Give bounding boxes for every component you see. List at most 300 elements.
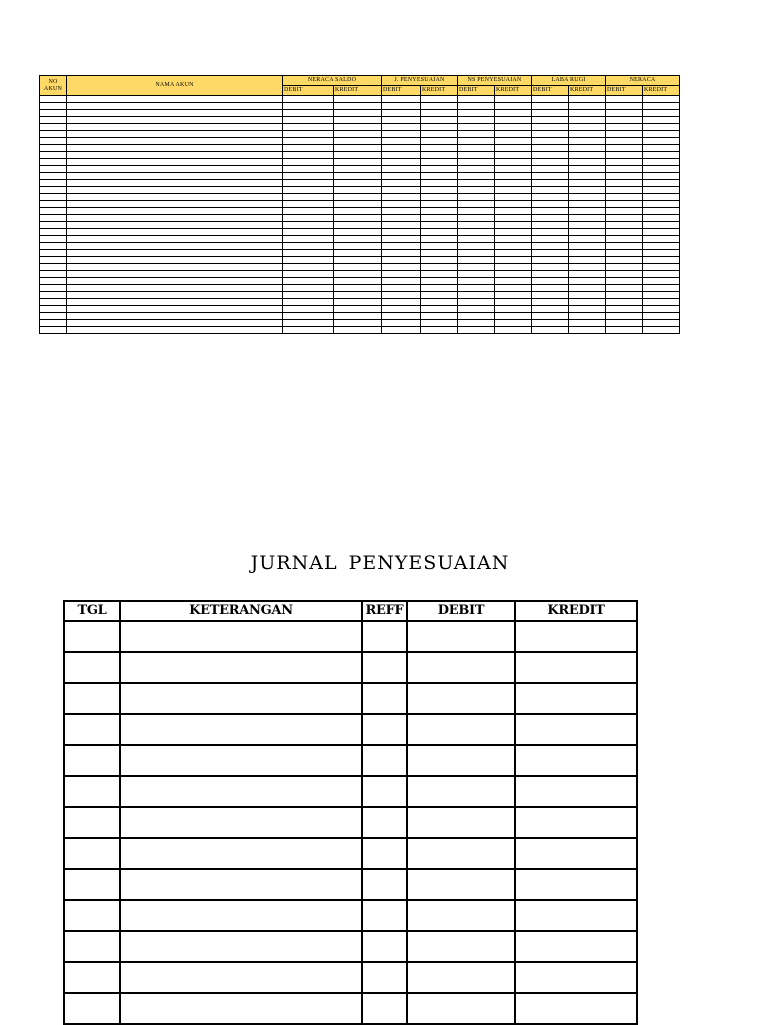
worksheet-cell[interactable] <box>643 285 680 292</box>
worksheet-cell[interactable] <box>67 313 283 320</box>
worksheet-cell[interactable] <box>382 292 421 299</box>
jurnal-cell[interactable] <box>407 807 515 838</box>
worksheet-cell[interactable] <box>334 257 382 264</box>
worksheet-cell[interactable] <box>643 166 680 173</box>
worksheet-cell[interactable] <box>569 152 606 159</box>
worksheet-cell[interactable] <box>283 138 334 145</box>
jurnal-cell[interactable] <box>120 776 362 807</box>
worksheet-cell[interactable] <box>67 201 283 208</box>
worksheet-cell[interactable] <box>283 166 334 173</box>
worksheet-cell[interactable] <box>67 208 283 215</box>
worksheet-cell[interactable] <box>495 222 532 229</box>
worksheet-cell[interactable] <box>569 222 606 229</box>
worksheet-cell[interactable] <box>334 292 382 299</box>
worksheet-cell[interactable] <box>643 159 680 166</box>
worksheet-cell[interactable] <box>40 299 67 306</box>
jurnal-cell[interactable] <box>515 807 637 838</box>
worksheet-cell[interactable] <box>569 96 606 103</box>
worksheet-cell[interactable] <box>495 236 532 243</box>
worksheet-cell[interactable] <box>283 313 334 320</box>
worksheet-cell[interactable] <box>606 215 643 222</box>
worksheet-cell[interactable] <box>283 187 334 194</box>
worksheet-cell[interactable] <box>532 264 569 271</box>
worksheet-cell[interactable] <box>40 264 67 271</box>
worksheet-cell[interactable] <box>40 250 67 257</box>
worksheet-cell[interactable] <box>643 103 680 110</box>
worksheet-cell[interactable] <box>382 306 421 313</box>
worksheet-cell[interactable] <box>532 180 569 187</box>
worksheet-cell[interactable] <box>67 180 283 187</box>
worksheet-cell[interactable] <box>40 152 67 159</box>
worksheet-cell[interactable] <box>458 187 495 194</box>
worksheet-cell[interactable] <box>606 271 643 278</box>
worksheet-cell[interactable] <box>283 159 334 166</box>
worksheet-cell[interactable] <box>283 180 334 187</box>
worksheet-cell[interactable] <box>458 124 495 131</box>
worksheet-cell[interactable] <box>495 292 532 299</box>
worksheet-cell[interactable] <box>67 194 283 201</box>
jurnal-cell[interactable] <box>362 993 407 1024</box>
jurnal-cell[interactable] <box>120 931 362 962</box>
worksheet-cell[interactable] <box>382 208 421 215</box>
worksheet-cell[interactable] <box>40 180 67 187</box>
worksheet-cell[interactable] <box>532 236 569 243</box>
worksheet-cell[interactable] <box>67 299 283 306</box>
worksheet-cell[interactable] <box>382 173 421 180</box>
worksheet-cell[interactable] <box>643 187 680 194</box>
worksheet-cell[interactable] <box>421 285 458 292</box>
worksheet-cell[interactable] <box>458 250 495 257</box>
worksheet-cell[interactable] <box>334 201 382 208</box>
worksheet-cell[interactable] <box>495 138 532 145</box>
worksheet-cell[interactable] <box>67 159 283 166</box>
worksheet-cell[interactable] <box>569 257 606 264</box>
worksheet-cell[interactable] <box>532 152 569 159</box>
worksheet-cell[interactable] <box>569 271 606 278</box>
worksheet-cell[interactable] <box>382 299 421 306</box>
worksheet-cell[interactable] <box>283 124 334 131</box>
jurnal-cell[interactable] <box>407 900 515 931</box>
worksheet-cell[interactable] <box>40 110 67 117</box>
worksheet-cell[interactable] <box>382 215 421 222</box>
jurnal-cell[interactable] <box>64 745 120 776</box>
worksheet-cell[interactable] <box>606 306 643 313</box>
jurnal-cell[interactable] <box>362 621 407 652</box>
worksheet-cell[interactable] <box>283 215 334 222</box>
worksheet-cell[interactable] <box>283 243 334 250</box>
worksheet-cell[interactable] <box>643 222 680 229</box>
worksheet-cell[interactable] <box>40 215 67 222</box>
worksheet-cell[interactable] <box>283 117 334 124</box>
worksheet-cell[interactable] <box>532 138 569 145</box>
worksheet-cell[interactable] <box>458 257 495 264</box>
worksheet-cell[interactable] <box>532 166 569 173</box>
worksheet-cell[interactable] <box>334 187 382 194</box>
jurnal-cell[interactable] <box>64 869 120 900</box>
worksheet-cell[interactable] <box>421 320 458 327</box>
worksheet-cell[interactable] <box>606 285 643 292</box>
worksheet-cell[interactable] <box>643 145 680 152</box>
worksheet-cell[interactable] <box>40 313 67 320</box>
worksheet-cell[interactable] <box>67 327 283 334</box>
worksheet-cell[interactable] <box>606 229 643 236</box>
worksheet-cell[interactable] <box>606 180 643 187</box>
worksheet-cell[interactable] <box>495 271 532 278</box>
worksheet-cell[interactable] <box>283 194 334 201</box>
worksheet-cell[interactable] <box>67 229 283 236</box>
worksheet-cell[interactable] <box>643 194 680 201</box>
worksheet-cell[interactable] <box>40 194 67 201</box>
worksheet-cell[interactable] <box>382 264 421 271</box>
worksheet-cell[interactable] <box>458 145 495 152</box>
worksheet-cell[interactable] <box>67 173 283 180</box>
jurnal-cell[interactable] <box>362 652 407 683</box>
worksheet-cell[interactable] <box>643 271 680 278</box>
jurnal-cell[interactable] <box>407 621 515 652</box>
jurnal-cell[interactable] <box>120 652 362 683</box>
worksheet-cell[interactable] <box>421 131 458 138</box>
worksheet-cell[interactable] <box>569 306 606 313</box>
worksheet-cell[interactable] <box>382 166 421 173</box>
worksheet-cell[interactable] <box>283 110 334 117</box>
worksheet-cell[interactable] <box>569 208 606 215</box>
worksheet-cell[interactable] <box>569 278 606 285</box>
jurnal-cell[interactable] <box>362 838 407 869</box>
worksheet-cell[interactable] <box>606 278 643 285</box>
jurnal-cell[interactable] <box>120 714 362 745</box>
worksheet-cell[interactable] <box>532 250 569 257</box>
worksheet-cell[interactable] <box>606 117 643 124</box>
worksheet-cell[interactable] <box>40 229 67 236</box>
worksheet-cell[interactable] <box>532 201 569 208</box>
worksheet-cell[interactable] <box>421 313 458 320</box>
worksheet-cell[interactable] <box>495 229 532 236</box>
worksheet-cell[interactable] <box>532 145 569 152</box>
worksheet-cell[interactable] <box>643 306 680 313</box>
worksheet-cell[interactable] <box>569 103 606 110</box>
worksheet-cell[interactable] <box>67 110 283 117</box>
jurnal-cell[interactable] <box>64 962 120 993</box>
jurnal-cell[interactable] <box>64 652 120 683</box>
jurnal-cell[interactable] <box>64 621 120 652</box>
worksheet-cell[interactable] <box>606 243 643 250</box>
worksheet-cell[interactable] <box>421 236 458 243</box>
worksheet-cell[interactable] <box>382 194 421 201</box>
jurnal-cell[interactable] <box>64 807 120 838</box>
worksheet-cell[interactable] <box>40 320 67 327</box>
worksheet-cell[interactable] <box>421 173 458 180</box>
worksheet-cell[interactable] <box>532 208 569 215</box>
worksheet-cell[interactable] <box>334 138 382 145</box>
worksheet-cell[interactable] <box>334 152 382 159</box>
worksheet-cell[interactable] <box>40 124 67 131</box>
worksheet-cell[interactable] <box>643 257 680 264</box>
jurnal-cell[interactable] <box>407 838 515 869</box>
worksheet-cell[interactable] <box>569 285 606 292</box>
worksheet-cell[interactable] <box>283 320 334 327</box>
worksheet-cell[interactable] <box>569 292 606 299</box>
worksheet-cell[interactable] <box>67 278 283 285</box>
worksheet-cell[interactable] <box>495 327 532 334</box>
jurnal-cell[interactable] <box>515 931 637 962</box>
worksheet-cell[interactable] <box>495 131 532 138</box>
worksheet-cell[interactable] <box>643 138 680 145</box>
worksheet-cell[interactable] <box>606 313 643 320</box>
jurnal-cell[interactable] <box>407 652 515 683</box>
worksheet-cell[interactable] <box>569 110 606 117</box>
worksheet-cell[interactable] <box>458 110 495 117</box>
worksheet-cell[interactable] <box>67 257 283 264</box>
worksheet-cell[interactable] <box>334 285 382 292</box>
worksheet-cell[interactable] <box>458 215 495 222</box>
jurnal-cell[interactable] <box>120 807 362 838</box>
jurnal-cell[interactable] <box>407 931 515 962</box>
worksheet-cell[interactable] <box>532 271 569 278</box>
worksheet-cell[interactable] <box>40 292 67 299</box>
worksheet-cell[interactable] <box>421 159 458 166</box>
worksheet-cell[interactable] <box>569 229 606 236</box>
worksheet-cell[interactable] <box>643 299 680 306</box>
worksheet-cell[interactable] <box>421 250 458 257</box>
worksheet-cell[interactable] <box>67 320 283 327</box>
worksheet-cell[interactable] <box>67 138 283 145</box>
worksheet-cell[interactable] <box>458 313 495 320</box>
worksheet-cell[interactable] <box>495 264 532 271</box>
worksheet-cell[interactable] <box>569 327 606 334</box>
worksheet-cell[interactable] <box>421 103 458 110</box>
jurnal-cell[interactable] <box>64 993 120 1024</box>
worksheet-cell[interactable] <box>40 103 67 110</box>
worksheet-cell[interactable] <box>458 173 495 180</box>
worksheet-cell[interactable] <box>67 117 283 124</box>
worksheet-cell[interactable] <box>495 320 532 327</box>
jurnal-cell[interactable] <box>407 745 515 776</box>
worksheet-cell[interactable] <box>421 152 458 159</box>
worksheet-cell[interactable] <box>495 194 532 201</box>
worksheet-cell[interactable] <box>569 194 606 201</box>
worksheet-cell[interactable] <box>334 320 382 327</box>
worksheet-cell[interactable] <box>334 145 382 152</box>
jurnal-cell[interactable] <box>515 776 637 807</box>
jurnal-cell[interactable] <box>407 776 515 807</box>
worksheet-cell[interactable] <box>458 159 495 166</box>
jurnal-cell[interactable] <box>515 714 637 745</box>
worksheet-cell[interactable] <box>421 166 458 173</box>
jurnal-cell[interactable] <box>407 993 515 1024</box>
worksheet-cell[interactable] <box>569 320 606 327</box>
worksheet-cell[interactable] <box>495 166 532 173</box>
worksheet-cell[interactable] <box>606 166 643 173</box>
worksheet-cell[interactable] <box>40 271 67 278</box>
jurnal-cell[interactable] <box>120 900 362 931</box>
worksheet-cell[interactable] <box>569 187 606 194</box>
worksheet-cell[interactable] <box>458 306 495 313</box>
worksheet-cell[interactable] <box>40 278 67 285</box>
worksheet-cell[interactable] <box>532 243 569 250</box>
worksheet-cell[interactable] <box>334 103 382 110</box>
worksheet-cell[interactable] <box>334 110 382 117</box>
worksheet-cell[interactable] <box>40 243 67 250</box>
worksheet-cell[interactable] <box>606 264 643 271</box>
worksheet-cell[interactable] <box>283 250 334 257</box>
worksheet-cell[interactable] <box>532 285 569 292</box>
worksheet-cell[interactable] <box>40 159 67 166</box>
worksheet-cell[interactable] <box>334 278 382 285</box>
jurnal-cell[interactable] <box>362 683 407 714</box>
worksheet-cell[interactable] <box>569 313 606 320</box>
worksheet-cell[interactable] <box>67 271 283 278</box>
worksheet-cell[interactable] <box>334 271 382 278</box>
worksheet-cell[interactable] <box>334 117 382 124</box>
jurnal-cell[interactable] <box>407 714 515 745</box>
worksheet-cell[interactable] <box>532 215 569 222</box>
worksheet-cell[interactable] <box>606 236 643 243</box>
worksheet-cell[interactable] <box>569 131 606 138</box>
worksheet-cell[interactable] <box>532 131 569 138</box>
worksheet-cell[interactable] <box>283 264 334 271</box>
worksheet-cell[interactable] <box>40 96 67 103</box>
worksheet-cell[interactable] <box>382 187 421 194</box>
worksheet-cell[interactable] <box>532 103 569 110</box>
worksheet-cell[interactable] <box>643 96 680 103</box>
worksheet-cell[interactable] <box>495 208 532 215</box>
worksheet-cell[interactable] <box>382 138 421 145</box>
worksheet-cell[interactable] <box>67 250 283 257</box>
worksheet-cell[interactable] <box>40 187 67 194</box>
worksheet-cell[interactable] <box>421 257 458 264</box>
worksheet-cell[interactable] <box>283 208 334 215</box>
worksheet-cell[interactable] <box>382 285 421 292</box>
worksheet-cell[interactable] <box>532 320 569 327</box>
jurnal-cell[interactable] <box>362 900 407 931</box>
jurnal-cell[interactable] <box>120 962 362 993</box>
worksheet-cell[interactable] <box>606 299 643 306</box>
jurnal-cell[interactable] <box>515 838 637 869</box>
worksheet-cell[interactable] <box>643 208 680 215</box>
worksheet-cell[interactable] <box>495 187 532 194</box>
worksheet-cell[interactable] <box>569 243 606 250</box>
jurnal-cell[interactable] <box>64 931 120 962</box>
jurnal-cell[interactable] <box>515 869 637 900</box>
worksheet-cell[interactable] <box>334 96 382 103</box>
worksheet-cell[interactable] <box>382 327 421 334</box>
worksheet-cell[interactable] <box>382 96 421 103</box>
worksheet-cell[interactable] <box>40 257 67 264</box>
worksheet-cell[interactable] <box>283 271 334 278</box>
worksheet-cell[interactable] <box>643 152 680 159</box>
worksheet-cell[interactable] <box>495 313 532 320</box>
jurnal-cell[interactable] <box>362 931 407 962</box>
worksheet-cell[interactable] <box>569 264 606 271</box>
worksheet-cell[interactable] <box>40 117 67 124</box>
worksheet-cell[interactable] <box>67 292 283 299</box>
jurnal-cell[interactable] <box>120 621 362 652</box>
worksheet-cell[interactable] <box>495 285 532 292</box>
jurnal-cell[interactable] <box>407 683 515 714</box>
worksheet-cell[interactable] <box>606 110 643 117</box>
worksheet-cell[interactable] <box>421 327 458 334</box>
worksheet-cell[interactable] <box>382 117 421 124</box>
worksheet-cell[interactable] <box>40 166 67 173</box>
worksheet-cell[interactable] <box>40 222 67 229</box>
worksheet-cell[interactable] <box>458 152 495 159</box>
jurnal-cell[interactable] <box>120 993 362 1024</box>
worksheet-cell[interactable] <box>532 194 569 201</box>
jurnal-cell[interactable] <box>64 776 120 807</box>
worksheet-cell[interactable] <box>382 236 421 243</box>
worksheet-cell[interactable] <box>532 299 569 306</box>
worksheet-cell[interactable] <box>334 327 382 334</box>
worksheet-cell[interactable] <box>569 124 606 131</box>
worksheet-cell[interactable] <box>458 327 495 334</box>
worksheet-cell[interactable] <box>382 131 421 138</box>
worksheet-cell[interactable] <box>569 250 606 257</box>
worksheet-cell[interactable] <box>421 180 458 187</box>
worksheet-cell[interactable] <box>334 208 382 215</box>
jurnal-cell[interactable] <box>362 869 407 900</box>
worksheet-cell[interactable] <box>569 159 606 166</box>
worksheet-cell[interactable] <box>569 180 606 187</box>
worksheet-cell[interactable] <box>643 243 680 250</box>
worksheet-cell[interactable] <box>643 313 680 320</box>
worksheet-cell[interactable] <box>606 201 643 208</box>
worksheet-cell[interactable] <box>283 257 334 264</box>
worksheet-cell[interactable] <box>532 117 569 124</box>
worksheet-cell[interactable] <box>334 124 382 131</box>
worksheet-cell[interactable] <box>458 138 495 145</box>
worksheet-cell[interactable] <box>382 159 421 166</box>
worksheet-cell[interactable] <box>606 159 643 166</box>
worksheet-cell[interactable] <box>532 306 569 313</box>
worksheet-cell[interactable] <box>283 306 334 313</box>
worksheet-cell[interactable] <box>283 131 334 138</box>
worksheet-cell[interactable] <box>458 180 495 187</box>
worksheet-cell[interactable] <box>532 110 569 117</box>
worksheet-cell[interactable] <box>643 327 680 334</box>
worksheet-cell[interactable] <box>495 306 532 313</box>
worksheet-cell[interactable] <box>40 173 67 180</box>
worksheet-cell[interactable] <box>495 145 532 152</box>
worksheet-cell[interactable] <box>643 180 680 187</box>
worksheet-cell[interactable] <box>606 257 643 264</box>
worksheet-cell[interactable] <box>421 124 458 131</box>
worksheet-cell[interactable] <box>67 243 283 250</box>
worksheet-cell[interactable] <box>382 124 421 131</box>
worksheet-cell[interactable] <box>334 194 382 201</box>
worksheet-cell[interactable] <box>495 243 532 250</box>
worksheet-cell[interactable] <box>458 236 495 243</box>
worksheet-cell[interactable] <box>532 292 569 299</box>
worksheet-cell[interactable] <box>606 292 643 299</box>
worksheet-cell[interactable] <box>495 152 532 159</box>
jurnal-cell[interactable] <box>515 962 637 993</box>
worksheet-cell[interactable] <box>643 250 680 257</box>
worksheet-cell[interactable] <box>334 250 382 257</box>
jurnal-cell[interactable] <box>64 714 120 745</box>
worksheet-cell[interactable] <box>382 201 421 208</box>
worksheet-cell[interactable] <box>67 131 283 138</box>
worksheet-cell[interactable] <box>421 201 458 208</box>
worksheet-cell[interactable] <box>569 166 606 173</box>
worksheet-cell[interactable] <box>569 236 606 243</box>
worksheet-cell[interactable] <box>458 243 495 250</box>
worksheet-cell[interactable] <box>606 145 643 152</box>
worksheet-cell[interactable] <box>458 117 495 124</box>
worksheet-cell[interactable] <box>532 278 569 285</box>
jurnal-cell[interactable] <box>120 745 362 776</box>
worksheet-cell[interactable] <box>606 138 643 145</box>
worksheet-cell[interactable] <box>382 278 421 285</box>
